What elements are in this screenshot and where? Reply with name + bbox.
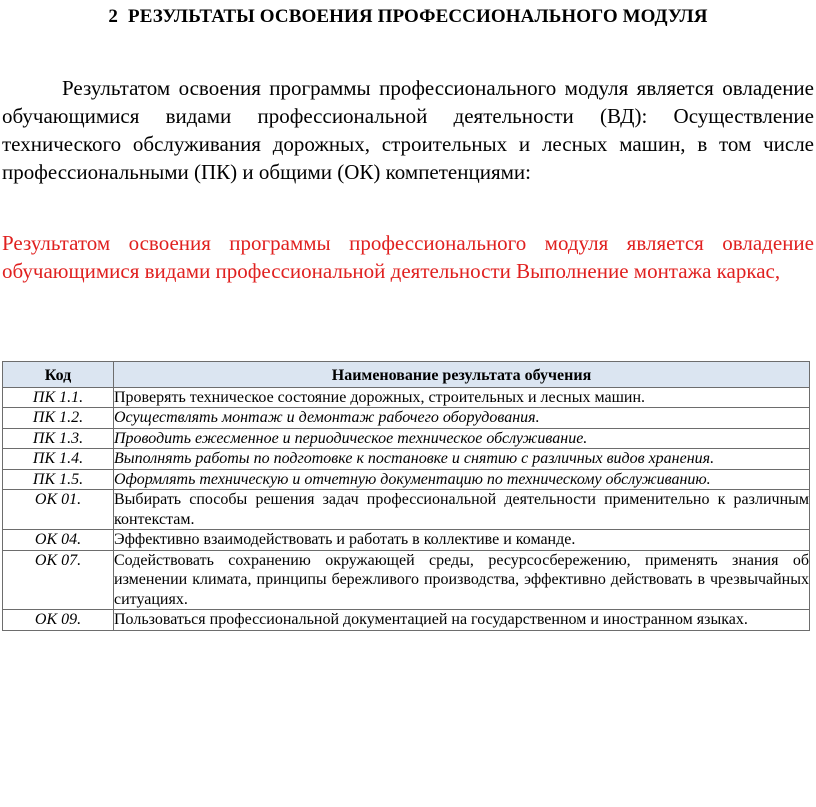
table-row: [3, 550, 810, 610]
table-row: [3, 428, 810, 449]
table-row: [3, 490, 810, 530]
row-code: ПК 1.5.: [3, 469, 114, 490]
row-name: Проводить ежесменное и периодическое техническое обслуживание.: [114, 428, 810, 449]
row-code: ПК 1.3.: [3, 428, 114, 449]
table-row: [3, 387, 810, 408]
results-table: [2, 361, 810, 631]
row-name: Содействовать сохранению окружающей среды, ресурсосбережению, применять знания об изменении климата, принципы бережливого производства, эффективно действовать в чрезвычайных ситуациях.: [114, 551, 809, 608]
name-column-header: Наименование результата обучения: [114, 362, 810, 388]
section-title: РЕЗУЛЬТАТЫ ОСВОЕНИЯ ПРОФЕССИОНАЛЬНОГО МОДУЛЯ: [128, 6, 708, 27]
row-code: ОК 04.: [3, 530, 114, 551]
row-name: Проверять техническое состояние дорожных, строительных и лесных машин.: [114, 387, 810, 408]
row-name: Пользоваться профессиональной документацией на государственном и иностранном языках.: [114, 610, 810, 631]
section-number: 2: [108, 6, 119, 27]
table-row: [3, 449, 810, 470]
row-code: ПК 1.1.: [3, 387, 114, 408]
row-code: ОК 09.: [3, 610, 114, 631]
intro-paragraph: Результатом освоения программы профессионального модуля является овладение обучающимися видами профессиональной деятельности (ВД): Осуществление технического обслуживания дорожных, строительных и лесных машин, в том числе профессиональными (ПК) и общими (ОК) компетенциями:: [2, 76, 814, 184]
row-name: Оформлять техническую и отчетную документацию по техническому обслуживанию.: [114, 469, 810, 490]
table-row: [3, 530, 810, 551]
row-code: ОК 01.: [3, 490, 114, 530]
row-code: ПК 1.2.: [3, 408, 114, 429]
code-column-header: Код: [3, 362, 114, 388]
table-header-row: [3, 362, 810, 388]
row-name: Осуществлять монтаж и демонтаж рабочего оборудования.: [114, 408, 810, 429]
row-name: Выполнять работы по подготовке к постановке и снятию с различных видов хранения.: [114, 449, 810, 470]
row-name: Выбирать способы решения задач профессиональной деятельности применительно к различным контекстам.: [114, 491, 809, 528]
table-row: [3, 469, 810, 490]
table-row: [3, 610, 810, 631]
row-code: ОК 07.: [3, 550, 114, 610]
table-row: [3, 408, 810, 429]
row-code: ПК 1.4.: [3, 449, 114, 470]
section-heading: [0, 6, 816, 28]
row-name: Эффективно взаимодействовать и работать в коллективе и команде.: [114, 530, 810, 551]
red-paragraph: Результатом освоения программы профессионального модуля является овладение обучающимися видами профессиональной деятельности Выполнение монтажа каркас,: [2, 231, 814, 283]
